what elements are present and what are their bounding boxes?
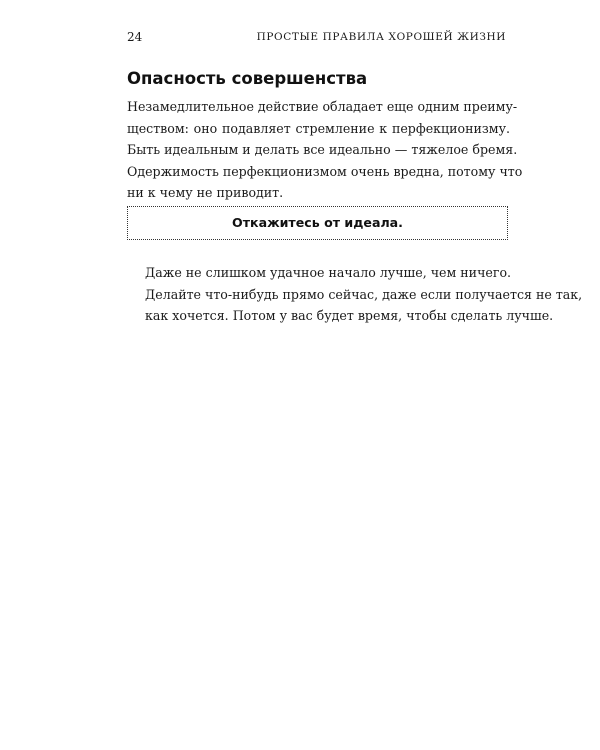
running-title: ПРОСТЫЕ ПРАВИЛА ХОРОШЕЙ ЖИЗНИ: [256, 31, 506, 43]
callout-box: [127, 206, 508, 240]
page-header: [127, 28, 506, 46]
page-number: 24: [127, 30, 143, 44]
paragraph-line: ществом: оно подавляет стремление к перфекционизму.: [127, 120, 510, 136]
paragraph-line: как хочется. Потом у вас будет время, чтобы сделать лучше.: [145, 308, 554, 323]
paragraph-line: Быть идеальным и делать все идеально — тяжелое бремя.: [127, 142, 518, 157]
intro-paragraph: [127, 96, 523, 204]
paragraph-line: Одержимость перфекционизмом очень вредна, потому что: [127, 163, 523, 179]
paragraph-line: Незамедлительное действие обладает еще одним преиму-: [127, 99, 518, 114]
paragraph-line: Делайте что-нибудь прямо сейчас, даже если получается не так,: [145, 286, 583, 302]
body-paragraph: [127, 262, 583, 327]
paragraph-line: ни к чему не приводит.: [127, 185, 284, 200]
paragraph-line: Даже не слишком удачное начало лучше, чем ничего.: [145, 265, 512, 280]
callout-text: Откажитесь от идеала.: [232, 215, 403, 230]
section-heading: Опасность совершенства: [127, 69, 368, 88]
